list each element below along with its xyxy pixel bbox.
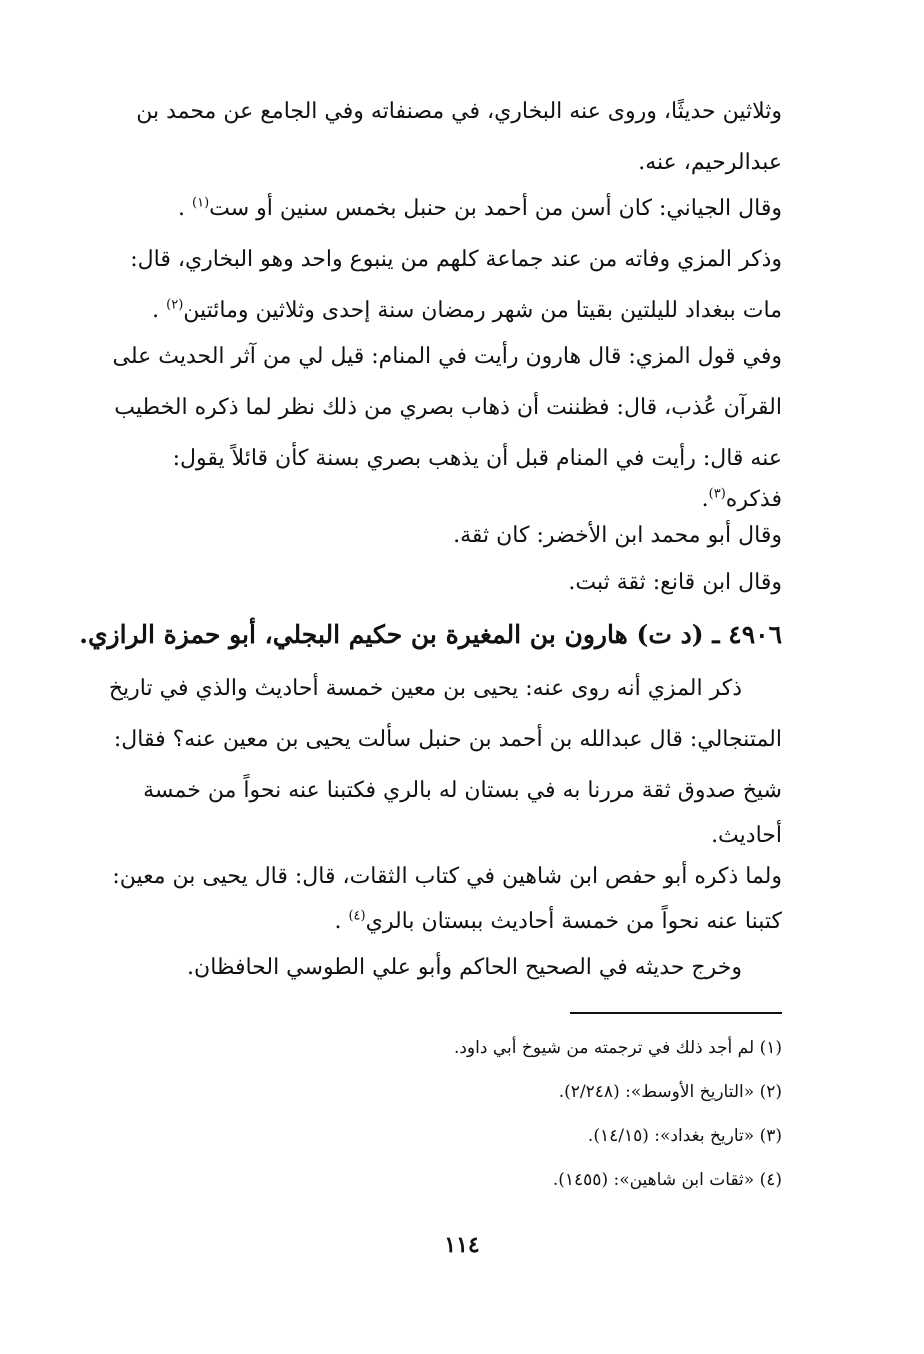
text-line: وذكر المزي وفاته من عند جماعة كلهم من ينبوع واحد وهو البخاري، قال: xyxy=(130,247,782,272)
text-segment: . xyxy=(334,909,349,934)
footnote-2: (٢) «التاريخ الأوسط»: (٢/٢٤٨). xyxy=(558,1082,782,1102)
paragraph-death xyxy=(78,234,782,336)
text-segment: وقال الجياني: كان أسن من أحمد بن حنبل بخمس سنين أو ست xyxy=(209,196,782,221)
footnote-4: (٤) «ثقات ابن شاهين»: (١٤٥٥). xyxy=(552,1170,782,1190)
text-line: شيخ صدوق ثقة مررنا به في بستان له بالري فكتبنا عنه نحواً من خمسة xyxy=(143,778,782,803)
footnotes xyxy=(300,1026,782,1202)
text-line: عنه قال: رأيت في المنام قبل أن يذهب بصري بسنة كأن قائلاً يقول: xyxy=(172,446,782,471)
footnote-1: (١) لم أجد ذلك في ترجمته من شيوخ أبي داود. xyxy=(453,1038,782,1058)
paragraph-mizzi xyxy=(78,663,782,861)
text-line: ولما ذكره أبو حفص ابن شاهين في كتاب الثقات، قال: قال يحيى بن معين: xyxy=(112,864,782,889)
text-line xyxy=(78,183,782,234)
text-line: وقال أبو محمد ابن الأخضر: كان ثقة. xyxy=(453,523,782,548)
text-line xyxy=(78,896,782,947)
paragraph-hakim xyxy=(78,942,782,993)
footnote-separator xyxy=(570,1012,782,1014)
paragraph-jayyani xyxy=(78,183,782,234)
text-segment: مات ببغداد لليلتين بقيتا من شهر رمضان سنة إحدى وثلاثين ومائتين xyxy=(183,298,782,323)
text-line: أحاديث. xyxy=(711,823,782,848)
footnote-3: (٣) «تاريخ بغداد»: (١٤/١٥). xyxy=(587,1126,782,1146)
text-line: عبدالرحيم، عنه. xyxy=(638,150,782,175)
paragraph-narrators xyxy=(78,86,782,188)
text-segment: . xyxy=(178,196,192,221)
text-line: المتنجالي: قال عبدالله بن أحمد بن حنبل سألت يحيى بن معين عنه؟ فقال: xyxy=(113,727,782,752)
paragraph-dream xyxy=(78,331,782,525)
text-segment: . xyxy=(152,298,167,323)
text-line xyxy=(78,285,782,336)
text-line: ذكر المزي أنه روى عنه: يحيى بن معين خمسة أحاديث والذي في تاريخ xyxy=(108,676,742,701)
paragraph-shahin xyxy=(78,851,782,947)
paragraph-akhdar xyxy=(78,510,782,561)
footnote-marker-4: (٤) xyxy=(348,908,366,924)
text-line: القرآن عُذب، قال: فظننت أن ذهاب بصري من ذلك نظر لما ذكره الخطيب xyxy=(114,395,782,420)
footnote-marker-3: (٣) xyxy=(708,486,726,502)
footnote-marker-1: (١) xyxy=(192,195,210,211)
text-line: وخرج حديثه في الصحيح الحاكم وأبو علي الطوسي الحافظان. xyxy=(187,955,742,980)
footnote-marker-2: (٢) xyxy=(166,297,184,313)
entry-heading: ٤٩٠٦ ـ (د ت) هارون بن المغيرة بن حكيم البجلي، أبو حمزة الرازي. xyxy=(79,620,782,649)
page-number: ١١٤ xyxy=(444,1232,480,1258)
text-line: وثلاثين حديثًا، وروى عنه البخاري، في مصنفاته وفي الجامع عن محمد بن xyxy=(136,99,782,124)
text-line: وقال ابن قانع: ثقة ثبت. xyxy=(568,570,782,595)
text-segment: فذكره xyxy=(725,487,782,512)
paragraph-qani xyxy=(78,557,782,608)
text-line: وفي قول المزي: قال هارون رأيت في المنام: قيل لي من آثر الحديث على xyxy=(112,344,782,369)
text-segment: . xyxy=(701,487,709,512)
text-segment: كتبنا عنه نحواً من خمسة أحاديث ببستان بالري xyxy=(365,909,782,934)
